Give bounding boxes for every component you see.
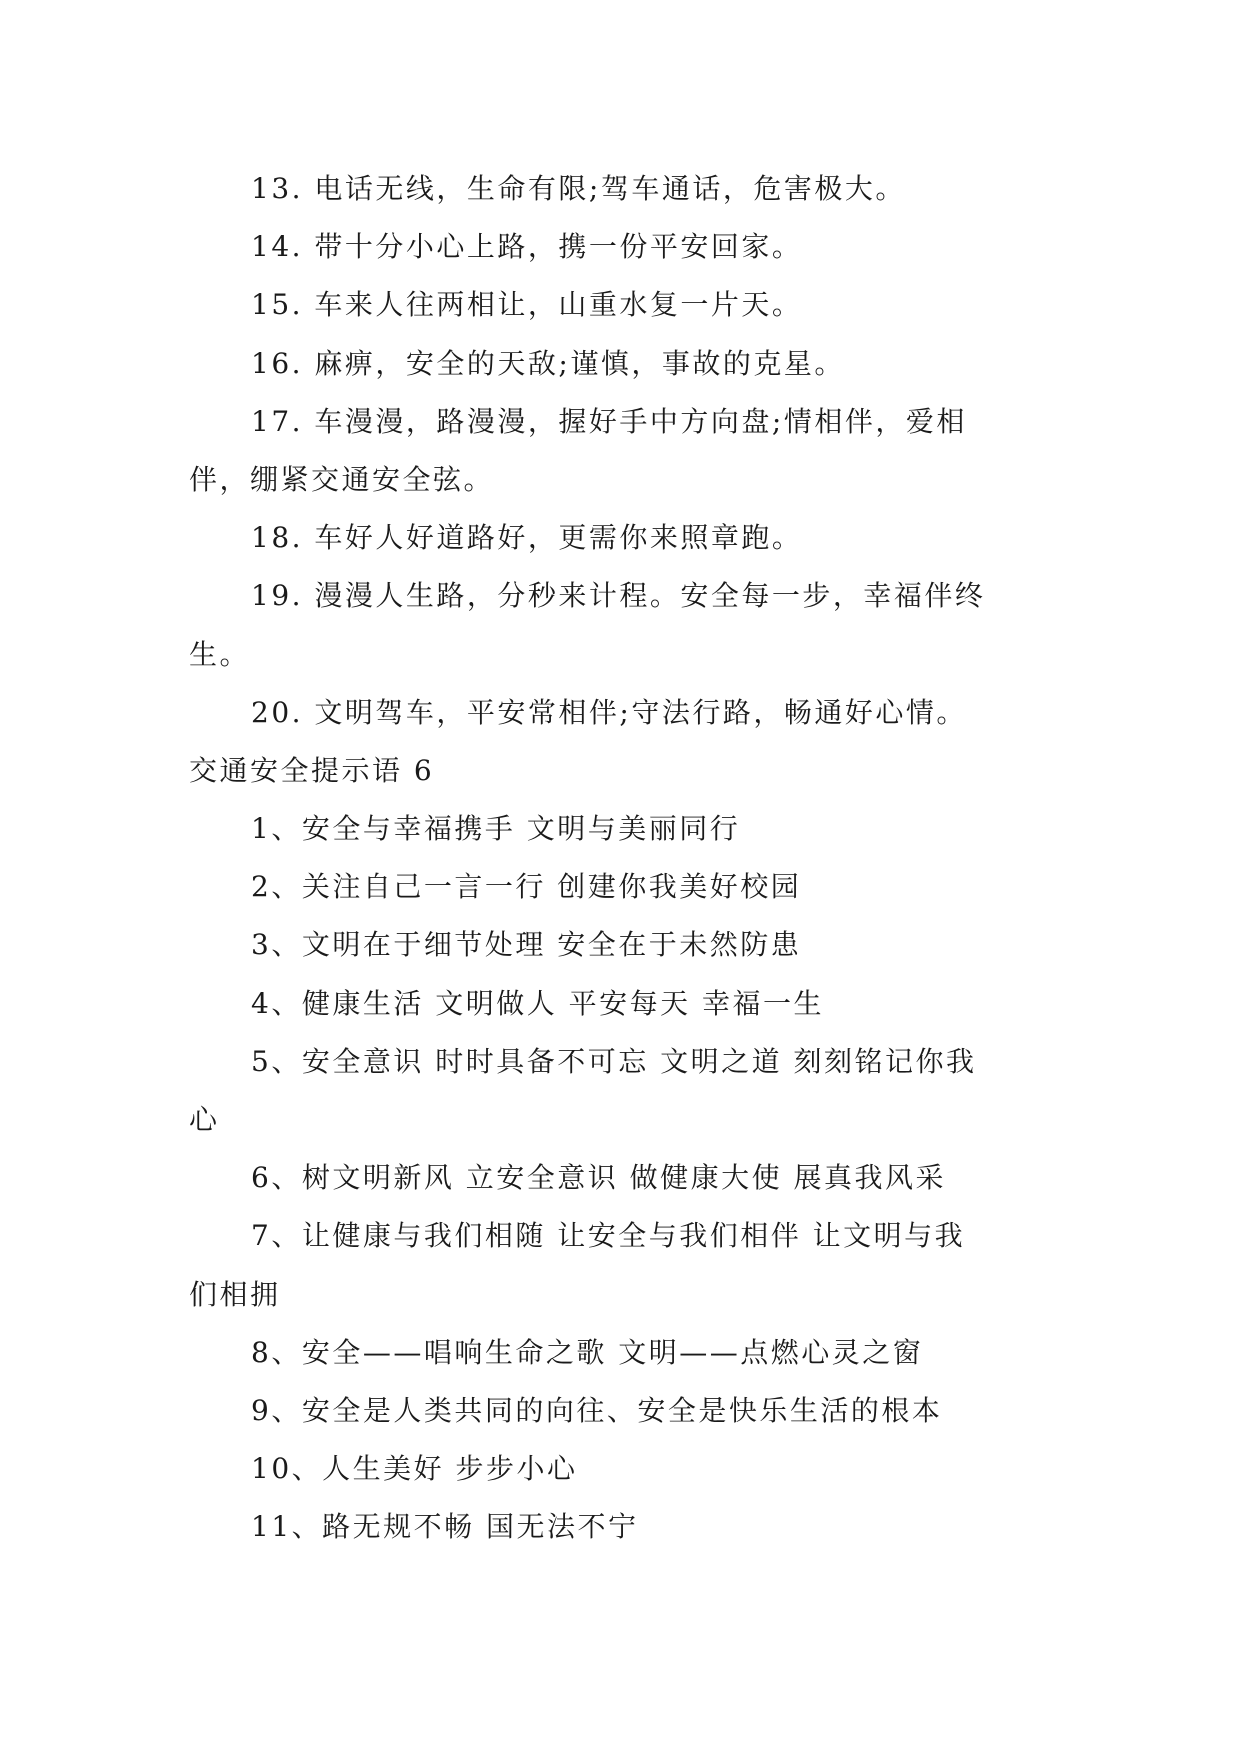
text-line-19: 19. 漫漫人生路，分秒来计程。安全每一步，幸福伴终 xyxy=(251,579,986,613)
list-item-7-cont: 们相拥 xyxy=(189,1277,281,1311)
list-item-6: 6、树文明新风 立安全意识 做健康大使 展真我风采 xyxy=(251,1161,947,1195)
list-item-2: 2、关注自己一言一行 创建你我美好校园 xyxy=(251,870,802,904)
section-heading: 交通安全提示语 6 xyxy=(189,753,435,787)
text-line-20: 20. 文明驾车，平安常相伴;守法行路，畅通好心情。 xyxy=(251,695,967,729)
text-line-17-cont: 伴，绷紧交通安全弦。 xyxy=(189,462,495,496)
list-item-7: 7、让健康与我们相随 让安全与我们相伴 让文明与我 xyxy=(251,1219,966,1253)
list-item-1: 1、安全与幸福携手 文明与美丽同行 xyxy=(251,812,741,846)
list-item-5: 5、安全意识 时时具备不可忘 文明之道 刻刻铭记你我 xyxy=(251,1044,977,1078)
text-line-19-cont: 生。 xyxy=(189,637,251,671)
text-line-18: 18. 车好人好道路好，更需你来照章跑。 xyxy=(251,521,803,555)
text-line-13: 13. 电话无线，生命有限;驾车通话，危害极大。 xyxy=(251,172,906,205)
text-line-14: 14. 带十分小心上路，携一份平安回家。 xyxy=(251,230,803,264)
list-item-10: 10、人生美好 步步小心 xyxy=(251,1452,578,1486)
list-item-9: 9、安全是人类共同的向往、安全是快乐生活的根本 xyxy=(251,1393,943,1427)
text-line-16: 16. 麻痹，安全的天敌;谨慎，事故的克星。 xyxy=(251,346,845,380)
list-item-4: 4、健康生活 文明做人 平安每天 幸福一生 xyxy=(251,986,825,1020)
text-line-17: 17. 车漫漫，路漫漫，握好手中方向盘;情相伴，爱相 xyxy=(251,404,967,438)
list-item-8: 8、安全——唱响生命之歌 文明——点燃心灵之窗 xyxy=(251,1335,924,1369)
text-line-15: 15. 车来人往两相让，山重水复一片天。 xyxy=(251,288,803,322)
list-item-5-cont: 心 xyxy=(189,1103,220,1136)
list-item-11: 11、路无规不畅 国无法不宁 xyxy=(251,1510,639,1544)
list-item-3: 3、文明在于细节处理 安全在于未然防患 xyxy=(251,928,802,962)
document-body xyxy=(189,160,1059,1557)
